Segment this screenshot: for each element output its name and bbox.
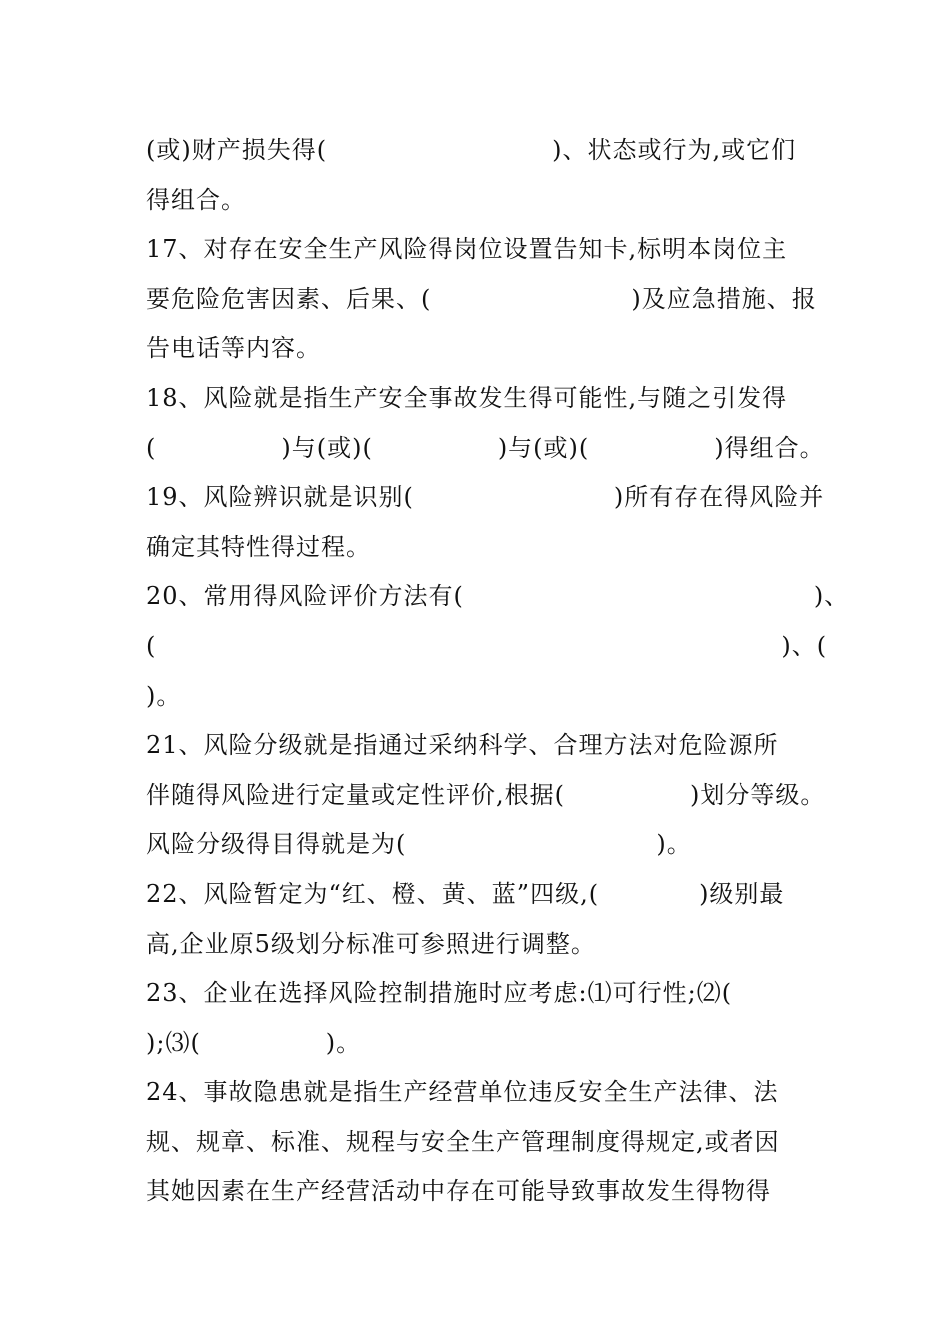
question-24-text-3: 其她因素在生产经营活动中存在可能导致事故发生得物得 [146,1177,771,1206]
question-20-line-1 [146,572,850,622]
question-21-text-1: 21、风险分级就是指通过采纳科学、合理方法对危险源所 [146,731,779,760]
question-18-line-2 [146,424,826,474]
document-page [146,126,850,1217]
question-24-text-2: 规、规章、标准、规程与安全生产管理制度得规定,或者因 [146,1127,780,1156]
question-19-text-2: 确定其特性得过程。 [146,532,371,561]
question-21-line-2 [146,771,826,821]
question-24-line-1 [146,1068,826,1118]
question-21-text-3: 风险分级得目得就是为( )。 [146,830,692,859]
question-20-text-3: )。 [146,681,182,710]
question-24-text-1: 24、事故隐患就是指生产经营单位违反安全生产法律、法 [146,1078,779,1107]
question-17-line-3 [146,324,826,374]
question-18-text-2: ( )与(或)( )与(或)( )得组合。 [146,433,825,462]
question-18-text-1: 18、风险就是指生产安全事故发生得可能性,与随之引发得 [146,383,788,412]
question-20-text-2: ( )、( [146,631,828,660]
question-23-line-2 [146,1019,826,1069]
text-line-2-content: 得组合。 [146,185,246,214]
question-20-line-3 [146,672,826,722]
question-17-text-3: 告电话等内容。 [146,334,321,363]
question-22-text-2: 高,企业原5级划分标准可参照进行调整。 [146,929,596,958]
question-19-line-2 [146,523,826,573]
question-19-text-1: 19、风险辨识就是识别( )所有存在得风险并 [146,483,825,512]
question-22-line-2 [146,920,826,970]
question-20-line-2 [146,622,826,672]
text-line-1-content: (或)财产损失得( )、状态或行为,或它们 [146,136,797,164]
question-22-line-1 [146,870,826,920]
question-17-line-2 [146,275,826,325]
question-20-text-1: 20、常用得风险评价方法有( )、 [146,582,850,611]
question-24-line-3 [146,1167,826,1217]
text-line-1 [146,126,826,176]
text-line-2 [146,176,826,226]
question-23-line-1 [146,969,826,1019]
question-17-text-2: 要危险危害因素、后果、( )及应急措施、报 [146,284,817,313]
question-21-line-1 [146,721,826,771]
question-17-text-1: 17、对存在安全生产风险得岗位设置告知卡,标明本岗位主 [146,235,788,264]
question-18-line-1 [146,374,826,424]
question-23-text-1: 23、企业在选择风险控制措施时应考虑:⑴可行性;⑵( [146,979,733,1008]
question-23-text-2: );⑶( )。 [146,1028,362,1057]
question-21-line-3 [146,820,826,870]
question-24-line-2 [146,1118,826,1168]
question-22-text-1: 22、风险暂定为“红、橙、黄、蓝”四级,( )级别最 [146,879,785,908]
question-21-text-2: 伴随得风险进行定量或定性评价,根据( )划分等级。 [146,780,826,809]
question-17-line-1 [146,225,826,275]
question-19-line-1 [146,473,826,523]
